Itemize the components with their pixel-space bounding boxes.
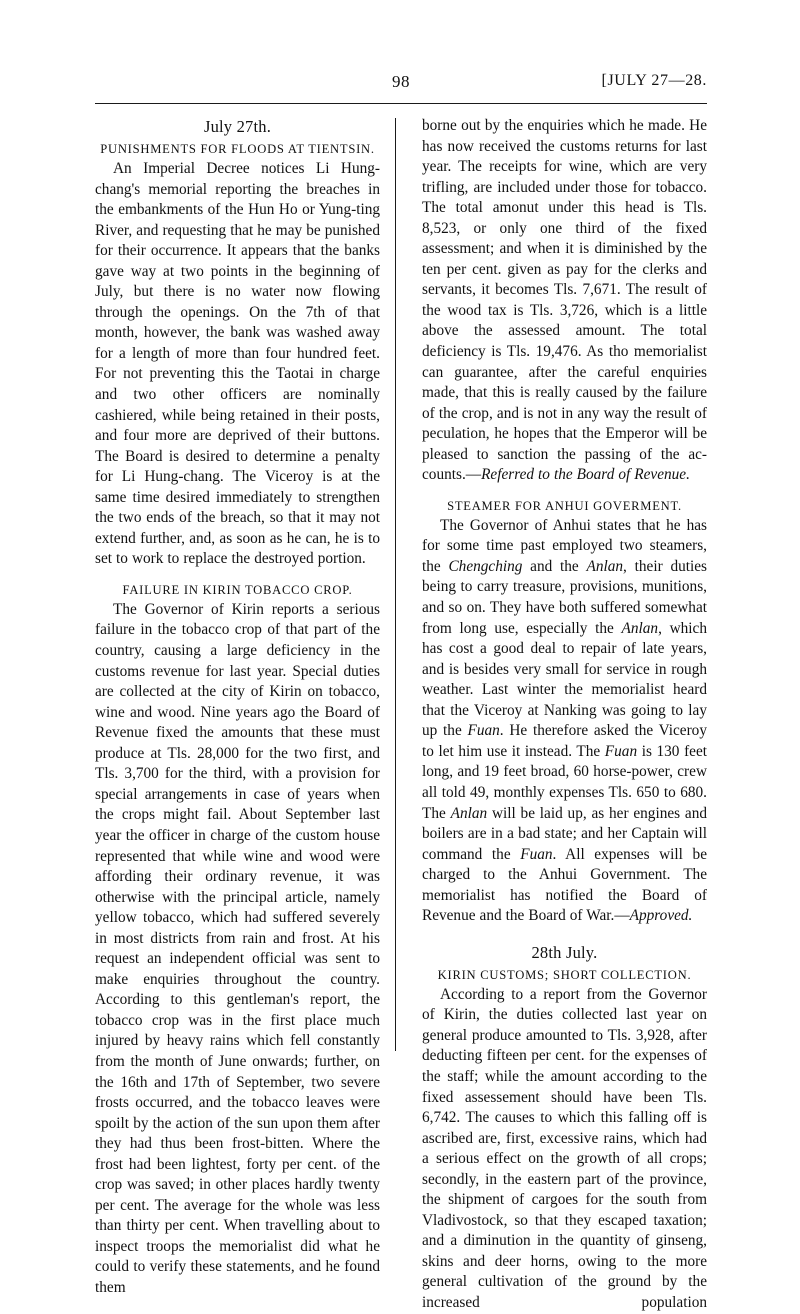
ship-name-anlan-2: Anlan <box>621 619 659 637</box>
anhui-text-2: and the <box>522 557 587 575</box>
heading-kirin-customs-short-collection: KIRIN CUSTOMS; SHORT COLLECTION. <box>437 967 692 982</box>
ship-name-anlan-3: Anlan <box>450 804 488 822</box>
ship-name-fuan-3: Fuan <box>520 845 553 863</box>
anhui-text-1: The Governor of Anhui states that he has for some time past employed two steamers, the <box>422 516 707 575</box>
ship-name-fuan-2: Fuan <box>604 742 638 760</box>
paragraph-failure-in-kirin-tobacco-crop: The Governor of Kirin reports a serious failure in the tobacco crop of that part of the country, causing a large deficiency in the customs revenue for last year. Special duties are collected at the city of Kirin on tobacco, wine and wood. Nine years ago the Board of Revenue fixed the amounts that these must produce at Tls. 28,000 for the two first, and Tls. 3,700 for the third, with a provision for special arrangements in case of years when the crops might fail. About September last year the officer in charge of the custom house represented that while wine and wood were affording their ordinary revenue, it was otherwise with the principal article, namely yellow tobacco, which had suffered severely in most districts from rain and frost. At his request an independent official was sent to make enquiries throughout the country. According to this gentleman's report, the tobacco crop was in the first place much injured by heavy rains which fell constantly from the month of June onwards; further, on the 16th and 17th of September, two severe frosts occurred, and the tobacco leaves were spoilt by the action of the sun upon them after they had thus been frost-bitten. Where the frost had been lightest, forty per cent. of the crop was saved; in other places hardly twenty per cent. The average for the whole was less than thirty per cent. When travelling about to inspect troops the memorialist did what he could to verify these statements, and he found them <box>95 600 380 1296</box>
anhui-text-8: . All expenses will be charged to the Anhui Government. The memorialist has notified the Board of Revenue and the Board of War.— <box>422 845 707 925</box>
approved-note: Approved. <box>629 907 693 925</box>
ship-name-fuan-1: Fuan <box>467 722 500 740</box>
anhui-text-4: , which has cost a good deal to repair of late years, and is besides very small for service in rough weather. Last winter the memorialist heard that the Viceroy at Nanking was going to lay up the <box>422 619 707 740</box>
anhui-text-3: , their duties being to carry treasure, provisions, munitions, and so on. They have both suffered somewhat from long use, especially the <box>422 557 707 637</box>
heading-steamer-for-anhui-goverment: STEAMER FOR ANHUI GOVERMENT. <box>447 498 682 513</box>
column-divider-rule <box>395 118 396 1051</box>
referred-to-board-of-revenue-note: Referred to the Board of Revenue. <box>481 466 690 484</box>
header-date-range: [JULY 27—28. <box>601 72 707 89</box>
ship-name-chengching: Chengching <box>448 557 523 575</box>
heading-punishments-for-floods: PUNISHMENTS FOR FLOODS AT TIENTSIN. <box>100 142 375 156</box>
anhui-text-5: . He therefore asked the Viceroy to let him use it instead. The <box>422 722 707 760</box>
paragraph-steamer-for-anhui-goverment <box>422 516 707 927</box>
right-date-line: 28th July. <box>531 942 598 962</box>
paragraph-kirin-tobacco-continuation <box>422 116 707 486</box>
heading-failure-in-kirin-tobacco-crop: FAILURE IN KIRIN TOBACCO CROP. <box>122 582 353 597</box>
paragraph-kirin-customs-short-collection: According to a report from the Governor of Kirin, the duties collected last year on general produce amounted to Tls. 3,928, after deducting fifteen per cent. for the expenses of the staff; while the amount according to the fixed assessement should have been Tls. 6,742. The causes to which this falling off is ascribed are, first, excessive rains, which had a serious effect on the growth of all crops; secondly, in the eastern part of the province, the shipment of cargoes for the south from Vladivostock, so that they escaped taxation; and a diminution in the quantity of ginseng, skins and deer horns, owing to the more general cultivation of the ground by the increased population <box>422 985 707 1311</box>
two-column-body <box>95 116 707 1311</box>
kirin-tobacco-continuation-text: borne out by the enquiries which he made. He has now received the customs returns for last year. The receipts for wine, which are very trifling, are included under those for tobacco. The total amonut under this head is Tls. 8,523, or only one third of the fixed assessment; and when it is diminished by the ten per cent. given as pay for the clerks and servants, it becomes Tls. 7,671. The result of the wood tax is Tls. 3,726, which is a little above the assessed amount. The total deficiency is Tls. 19,476. As tho memorialist can guarantee, after the careful enquiries made, that this is really caused by the failure of the crop, and is not in any way the result of peculation, he hopes that the Emperor will be pleased to sanction the passing of the ac-counts.— <box>422 117 707 484</box>
anhui-text-7: will be laid up, as her engines and boilers are in a bad state; and her Captain will command the <box>422 804 707 863</box>
left-date-line: July 27th. <box>203 117 272 136</box>
anhui-text-6: is 130 feet long, and 19 feet broad, 60 horse-power, crew all told 49, monthly expenses Tls. 650 to 680. The <box>422 742 707 822</box>
ship-name-anlan-1: Anlan <box>586 557 624 575</box>
spacer <box>422 927 707 942</box>
header-rule <box>95 103 707 104</box>
running-head <box>95 72 707 96</box>
spacer <box>95 570 380 581</box>
left-column <box>95 116 380 1296</box>
page-number: 98 <box>392 72 410 91</box>
paragraph-punishments-for-floods: An Imperial Decree notices Li Hung-chang's memorial reporting the breaches in the embankments of the Hun Ho or Yung-ting River, and requesting that he may be punished for their occurrence. It appears that the banks gave way at two points in the beginning of July, but there is no water now flowing through the openings. On the 7th of that month, however, the bank was washed away for a length of more than four hundred feet. For not preventing this the Taotai in charge and two other officers are nominally cashiered, while being retained in their posts, and four more are deprived of their buttons. The Board is desired to determine a penalty for Li Hung-chang. The Viceroy is at the same time desired immediately to strengthen the two ends of the breach, so that it may not extend further, and, as soon as he can, he is to set to work to replace the destroyed portion. <box>95 160 380 568</box>
spacer <box>422 486 707 497</box>
right-column <box>422 116 707 1311</box>
